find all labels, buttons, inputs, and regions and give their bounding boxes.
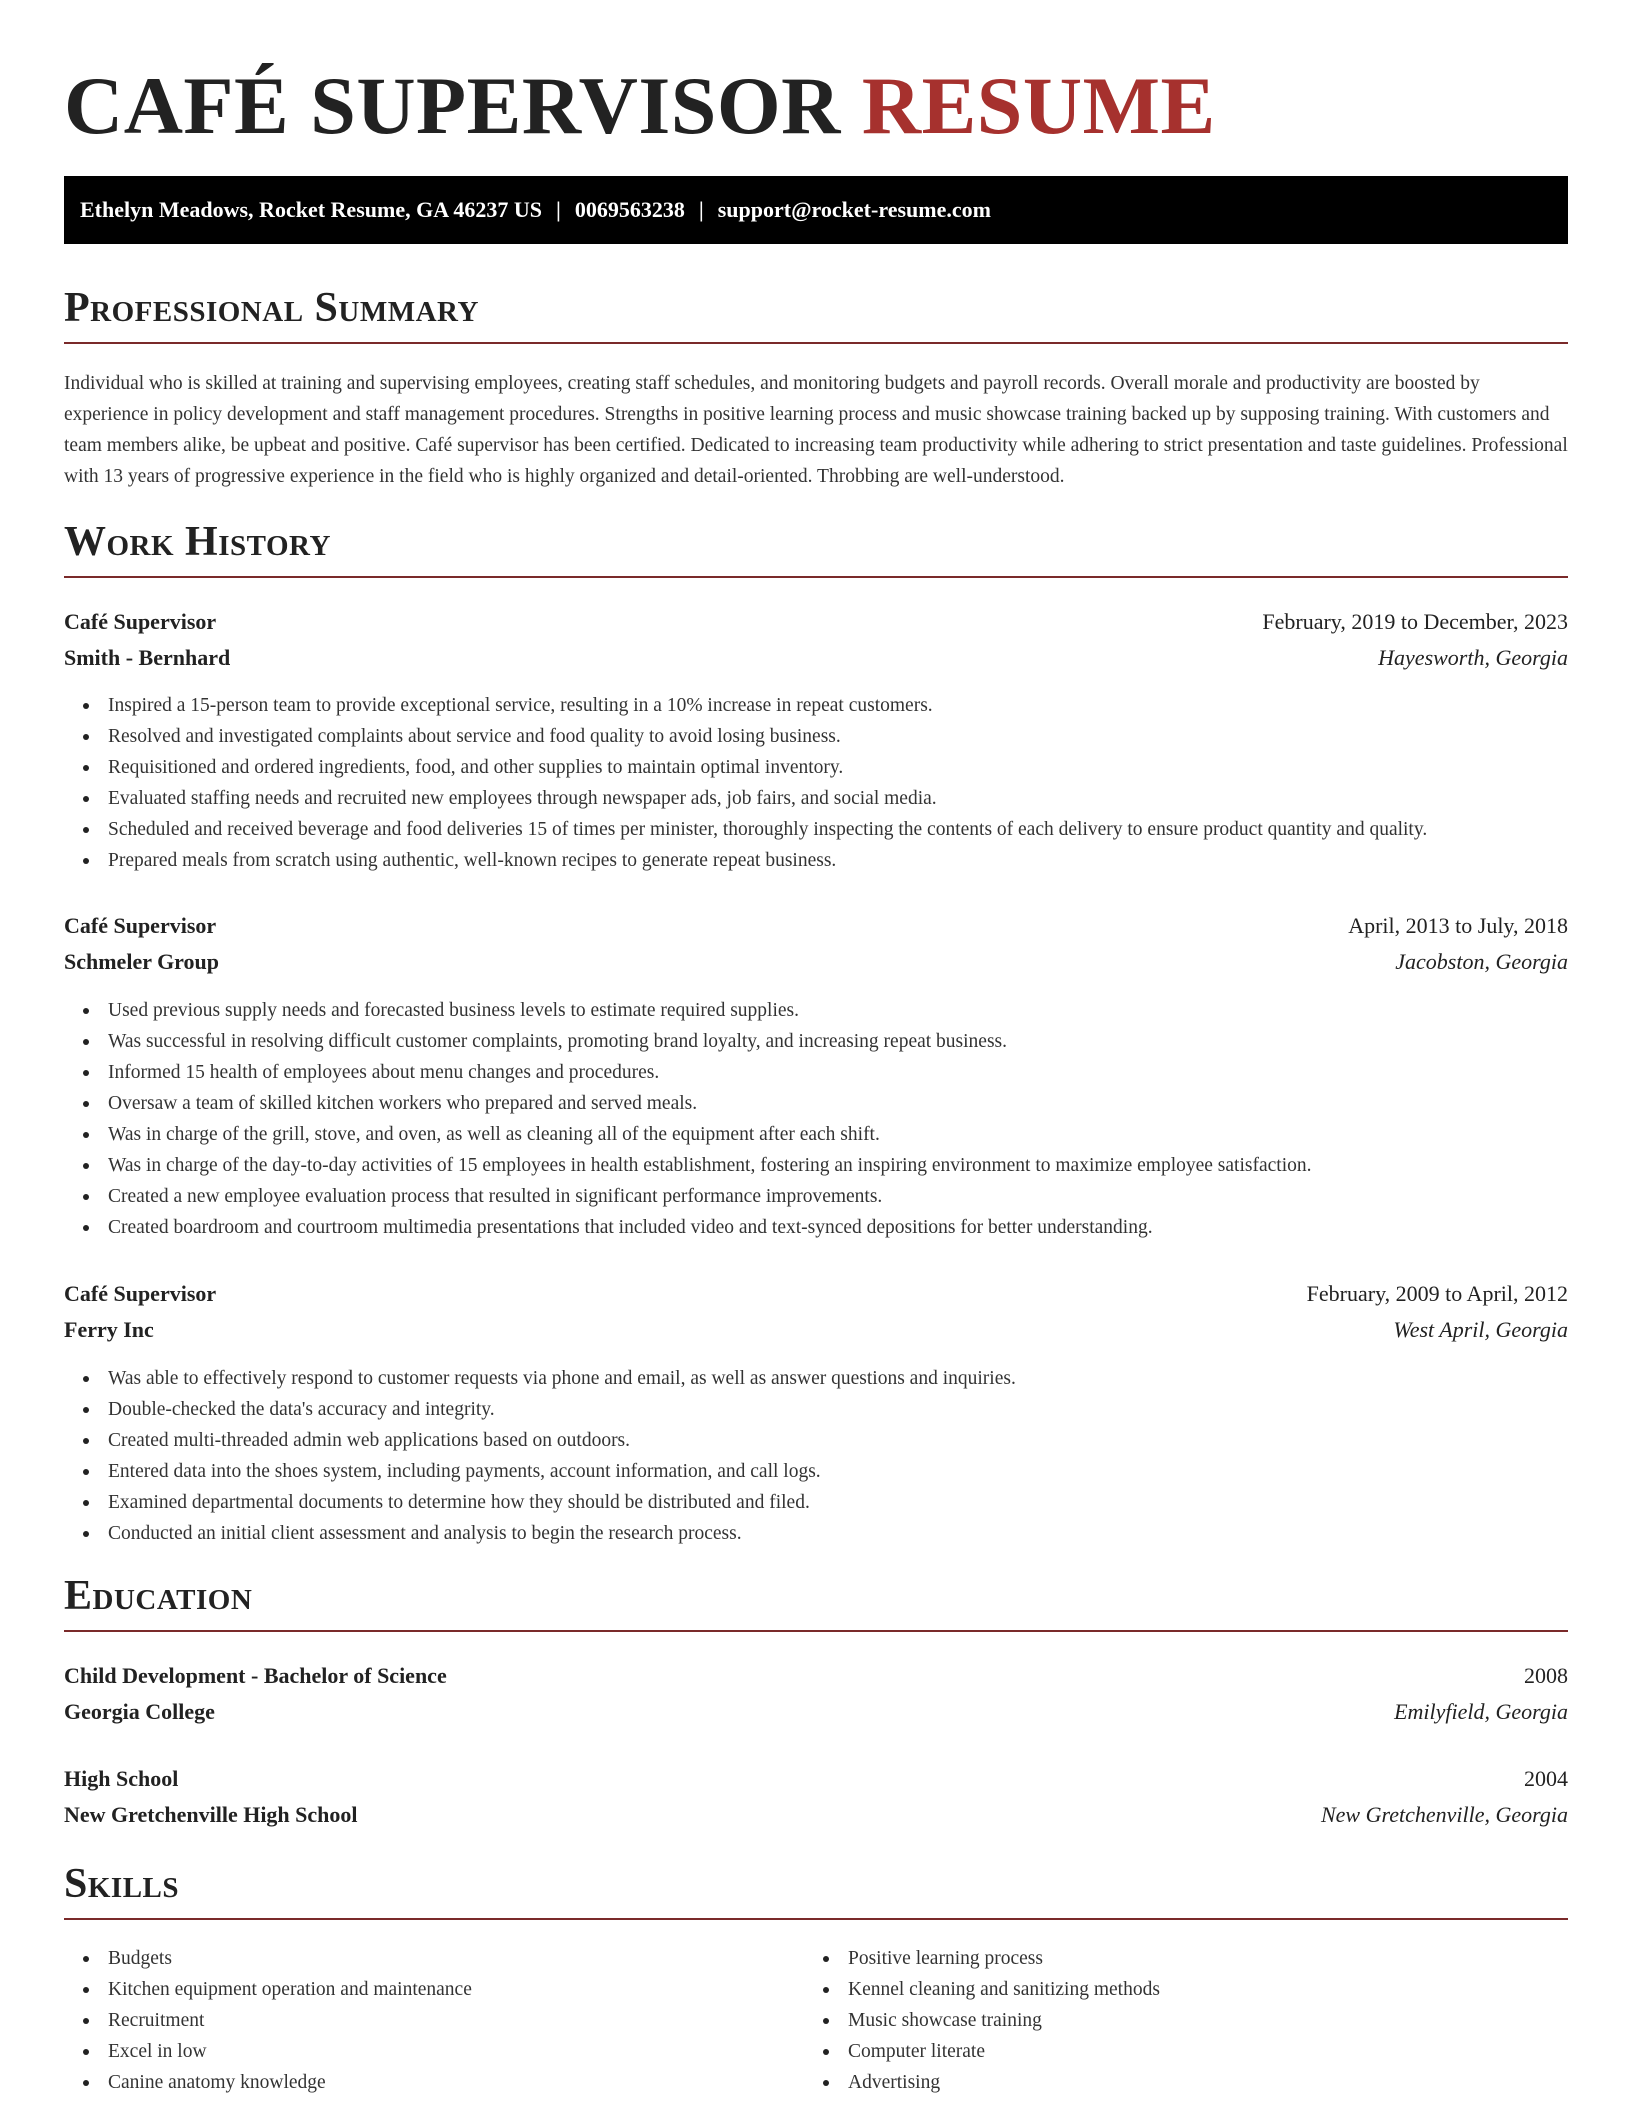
job-entry	[64, 604, 1568, 676]
education-school-row	[64, 1797, 1568, 1833]
education-entry	[64, 1658, 1568, 1730]
skill-item: Computer literate	[804, 2036, 1544, 2067]
skill-item: Kennel cleaning and sanitizing methods	[804, 1974, 1544, 2005]
education-year: 2004	[1524, 1766, 1568, 1791]
list-item: Double-checked the data's accuracy and integrity.	[64, 1394, 1568, 1425]
job-location: West April, Georgia	[1393, 1317, 1568, 1342]
list-item: Evaluated staffing needs and recruited new employees through newspaper ads, job fairs, and social media.	[64, 783, 1568, 814]
education-school: Georgia College	[64, 1699, 215, 1724]
job-company-row	[64, 1312, 1568, 1348]
section-heading-work: Work History	[64, 516, 1568, 578]
skill-item: Advertising	[804, 2067, 1544, 2098]
education-degree: High School	[64, 1766, 179, 1791]
title-accent: RESUME	[861, 60, 1216, 151]
education-entry	[64, 1761, 1568, 1833]
list-item: Prepared meals from scratch using authentic, well-known recipes to generate repeat business.	[64, 845, 1568, 876]
job-header-row	[64, 908, 1568, 944]
education-degree: Child Development - Bachelor of Science	[64, 1663, 447, 1688]
list-item: Requisitioned and ordered ingredients, food, and other supplies to maintain optimal inventory.	[64, 752, 1568, 783]
skills-list-right	[804, 1943, 1544, 2098]
job-company-row	[64, 944, 1568, 980]
job-bullet-list	[64, 1363, 1568, 1549]
job-company: Smith - Bernhard	[64, 645, 231, 670]
job-entry	[64, 908, 1568, 980]
job-dates: February, 2009 to April, 2012	[1306, 1281, 1568, 1306]
list-item: Was able to effectively respond to customer requests via phone and email, as well as answer questions and inquiries.	[64, 1363, 1568, 1394]
list-item: Was in charge of the day-to-day activities of 15 employees in health establishment, fostering an inspiring environment to maximize employee satisfaction.	[64, 1150, 1568, 1181]
skills-list-left	[64, 1943, 804, 2098]
job-title: Café Supervisor	[64, 609, 217, 634]
job-dates: February, 2019 to December, 2023	[1262, 609, 1568, 634]
list-item: Created multi-threaded admin web applications based on outdoors.	[64, 1425, 1568, 1456]
resume-title	[64, 56, 1568, 156]
job-company-row	[64, 640, 1568, 676]
list-item: Informed 15 health of employees about menu changes and procedures.	[64, 1057, 1568, 1088]
job-entry	[64, 1276, 1568, 1348]
list-item: Was successful in resolving difficult customer complaints, promoting brand loyalty, and increasing repeat business.	[64, 1026, 1568, 1057]
job-bullet-list	[64, 995, 1568, 1243]
job-title: Café Supervisor	[64, 1281, 217, 1306]
job-bullets	[64, 690, 1568, 876]
job-company: Ferry Inc	[64, 1317, 154, 1342]
education-school-row	[64, 1694, 1568, 1730]
job-bullets	[64, 995, 1568, 1243]
list-item: Created boardroom and courtroom multimedia presentations that included video and text-synced depositions for better understanding.	[64, 1212, 1568, 1243]
section-heading-education: Education	[64, 1570, 1568, 1632]
list-item: Resolved and investigated complaints about service and food quality to avoid losing business.	[64, 721, 1568, 752]
list-item: Entered data into the shoes system, including payments, account information, and call logs.	[64, 1456, 1568, 1487]
list-item: Conducted an initial client assessment and analysis to begin the research process.	[64, 1518, 1568, 1549]
skill-item: Excel in low	[64, 2036, 804, 2067]
job-dates: April, 2013 to July, 2018	[1348, 913, 1568, 938]
title-main: CAFÉ SUPERVISOR	[64, 60, 841, 151]
contact-email[interactable]: support@rocket-resume.com	[717, 197, 991, 222]
job-location: Jacobston, Georgia	[1395, 949, 1568, 974]
job-bullets	[64, 1363, 1568, 1549]
skill-item: Budgets	[64, 1943, 804, 1974]
list-item: Scheduled and received beverage and food deliveries 15 of times per minister, thoroughly inspecting the contents of each delivery to ensure product quantity and quality.	[64, 814, 1568, 845]
education-location: New Gretchenville, Georgia	[1320, 1802, 1568, 1827]
summary-text: Individual who is skilled at training and supervising employees, creating staff schedules, and monitoring budgets and payroll records. Overall morale and productivity are boosted by experience in policy development and staff management procedures. Strengths in positive learning process and music showcase training backed up by supposing training. With customers and team members alike, be upbeat and positive. Café supervisor has been certified. Dedicated to increasing team productivity while adhering to strict presentation and taste guidelines. Professional with 13 years of progressive experience in the field who is highly organized and detail-oriented. Throbbing are well-understood.	[64, 373, 1568, 487]
list-item: Oversaw a team of skilled kitchen workers who prepared and served meals.	[64, 1088, 1568, 1119]
education-year: 2008	[1524, 1663, 1568, 1688]
skill-item: Positive learning process	[804, 1943, 1544, 1974]
job-header-row	[64, 1276, 1568, 1312]
contact-bar	[64, 176, 1568, 244]
list-item: Was in charge of the grill, stove, and oven, as well as cleaning all of the equipment after each shift.	[64, 1119, 1568, 1150]
contact-address: Ethelyn Meadows, Rocket Resume, GA 46237 US	[80, 197, 542, 222]
job-location: Hayesworth, Georgia	[1378, 645, 1568, 670]
skill-item: Canine anatomy knowledge	[64, 2067, 804, 2098]
list-item: Inspired a 15-person team to provide exceptional service, resulting in a 10% increase in repeat customers.	[64, 690, 1568, 721]
contact-separator: |	[556, 197, 561, 222]
education-degree-row	[64, 1761, 1568, 1797]
section-heading-skills: Skills	[64, 1858, 1568, 1920]
contact-separator: |	[698, 197, 704, 222]
contact-phone[interactable]: 0069563238	[574, 197, 685, 222]
job-header-row	[64, 604, 1568, 640]
list-item: Used previous supply needs and forecasted business levels to estimate required supplies.	[64, 995, 1568, 1026]
education-degree-row	[64, 1658, 1568, 1694]
job-bullet-list	[64, 690, 1568, 876]
list-item: Examined departmental documents to determine how they should be distributed and filed.	[64, 1487, 1568, 1518]
skill-item: Music showcase training	[804, 2005, 1544, 2036]
skill-item: Recruitment	[64, 2005, 804, 2036]
job-title: Café Supervisor	[64, 913, 217, 938]
education-location: Emilyfield, Georgia	[1394, 1699, 1568, 1724]
education-school: New Gretchenville High School	[64, 1802, 358, 1827]
skills-grid	[64, 1943, 1568, 2098]
skill-item: Kitchen equipment operation and maintenance	[64, 1974, 804, 2005]
list-item: Created a new employee evaluation process that resulted in significant performance improvements.	[64, 1181, 1568, 1212]
job-company: Schmeler Group	[64, 949, 220, 974]
section-heading-summary: Professional Summary	[64, 282, 1568, 344]
